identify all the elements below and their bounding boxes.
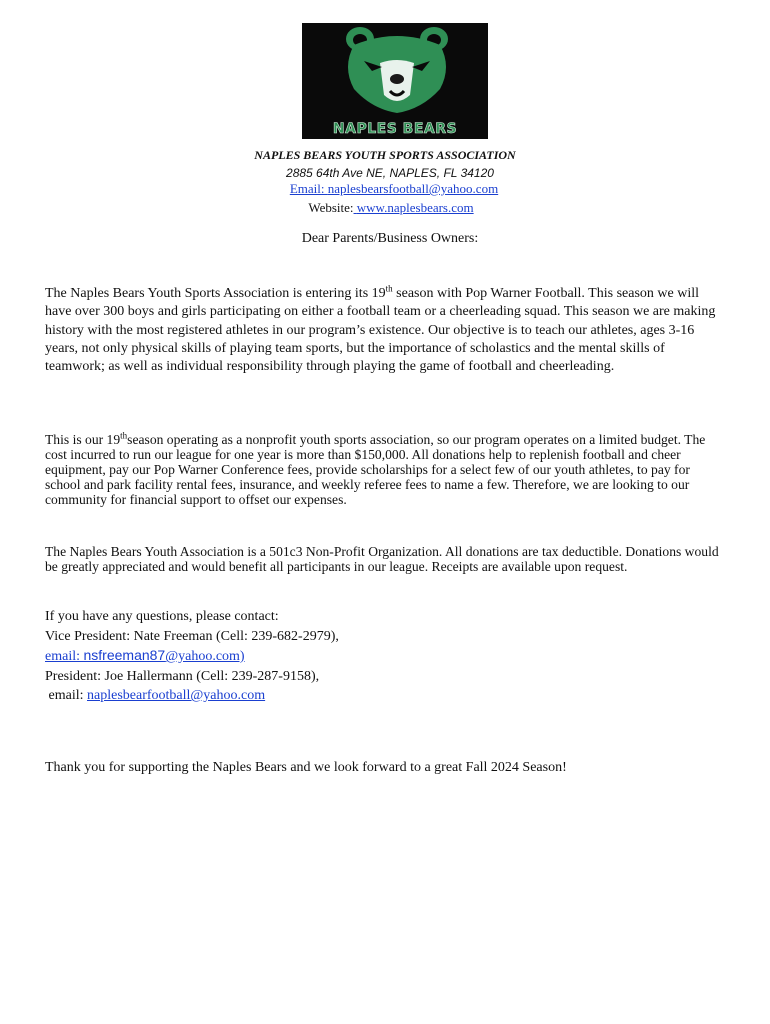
president-email-line: email: naplesbearfootball@yahoo.com [48,688,266,703]
paragraph-nonprofit: The Naples Bears Youth Association is a 501c3 Non-Profit Organization. All donations are tax deductible. Donations would be greatly appreciated and would benefit all participants in our league. Receipts are available upon request. [45,544,719,574]
president-email-link[interactable]: naplesbearfootball@yahoo.com [87,688,266,703]
logo-text: NAPLES BEARS [332,121,458,137]
org-email-link[interactable]: Email: naplesbearsfootball@yahoo.com [289,181,499,196]
org-website-line [0,199,770,217]
president-contact: President: Joe Hallermann (Cell: 239-287-9158), [45,668,320,684]
website-label: Website: [308,200,354,215]
vp-email-link[interactable]: email: nsfreeman87@yahoo.com) [45,647,245,664]
org-name: NAPLES BEARS YOUTH SPORTS ASSOCIATION [254,148,516,162]
naples-bears-logo [302,23,488,139]
vp-email-line [45,646,725,667]
closing-line: Thank you for supporting the Naples Bears and we look forward to a great Fall 2024 Season! [45,760,567,775]
website-link[interactable]: www.naplesbears.com [356,200,474,215]
greeting: Dear Parents/Business Owners: [301,231,479,246]
paragraph-budget: This is our 19thseason operating as a nonprofit youth sports association, so our program operates on a limited budget. The cost incurred to run our league for one year is more than $150,000. All donations help to replenish football and cheer equipment, pay our Pop Warner Conference fees, provide scholarships for a select few of our youth athletes, to pay for school and park facility rental fees, insurance, and weekly referee fees to name a few. Therefore, we are looking to our community for financial support to offset our expenses. [45,430,706,507]
paragraph-intro: The Naples Bears Youth Sports Association is entering its 19th season with Pop Warner Football. This season we will have over 300 boys and girls participating on either a football team or a cheerleading squad. This season we are making history with the most registered athletes in our program’s existence. Our objective is to teach our athletes, ages 3-16 years, not only physical skills of playing team sports, but the importance of scholastics and the mental skills of teamwork; as well as individual responsibility through playing the game of football and cheerleading. [45,283,716,375]
org-email-line [0,180,770,198]
contact-block [45,607,725,706]
org-address: 2885 64th Ave NE, NAPLES, FL 34120 [286,166,494,180]
contact-intro: If you have any questions, please contact: [45,609,279,624]
vp-contact: Vice President: Nate Freeman (Cell: 239-682-2979), [45,628,339,644]
